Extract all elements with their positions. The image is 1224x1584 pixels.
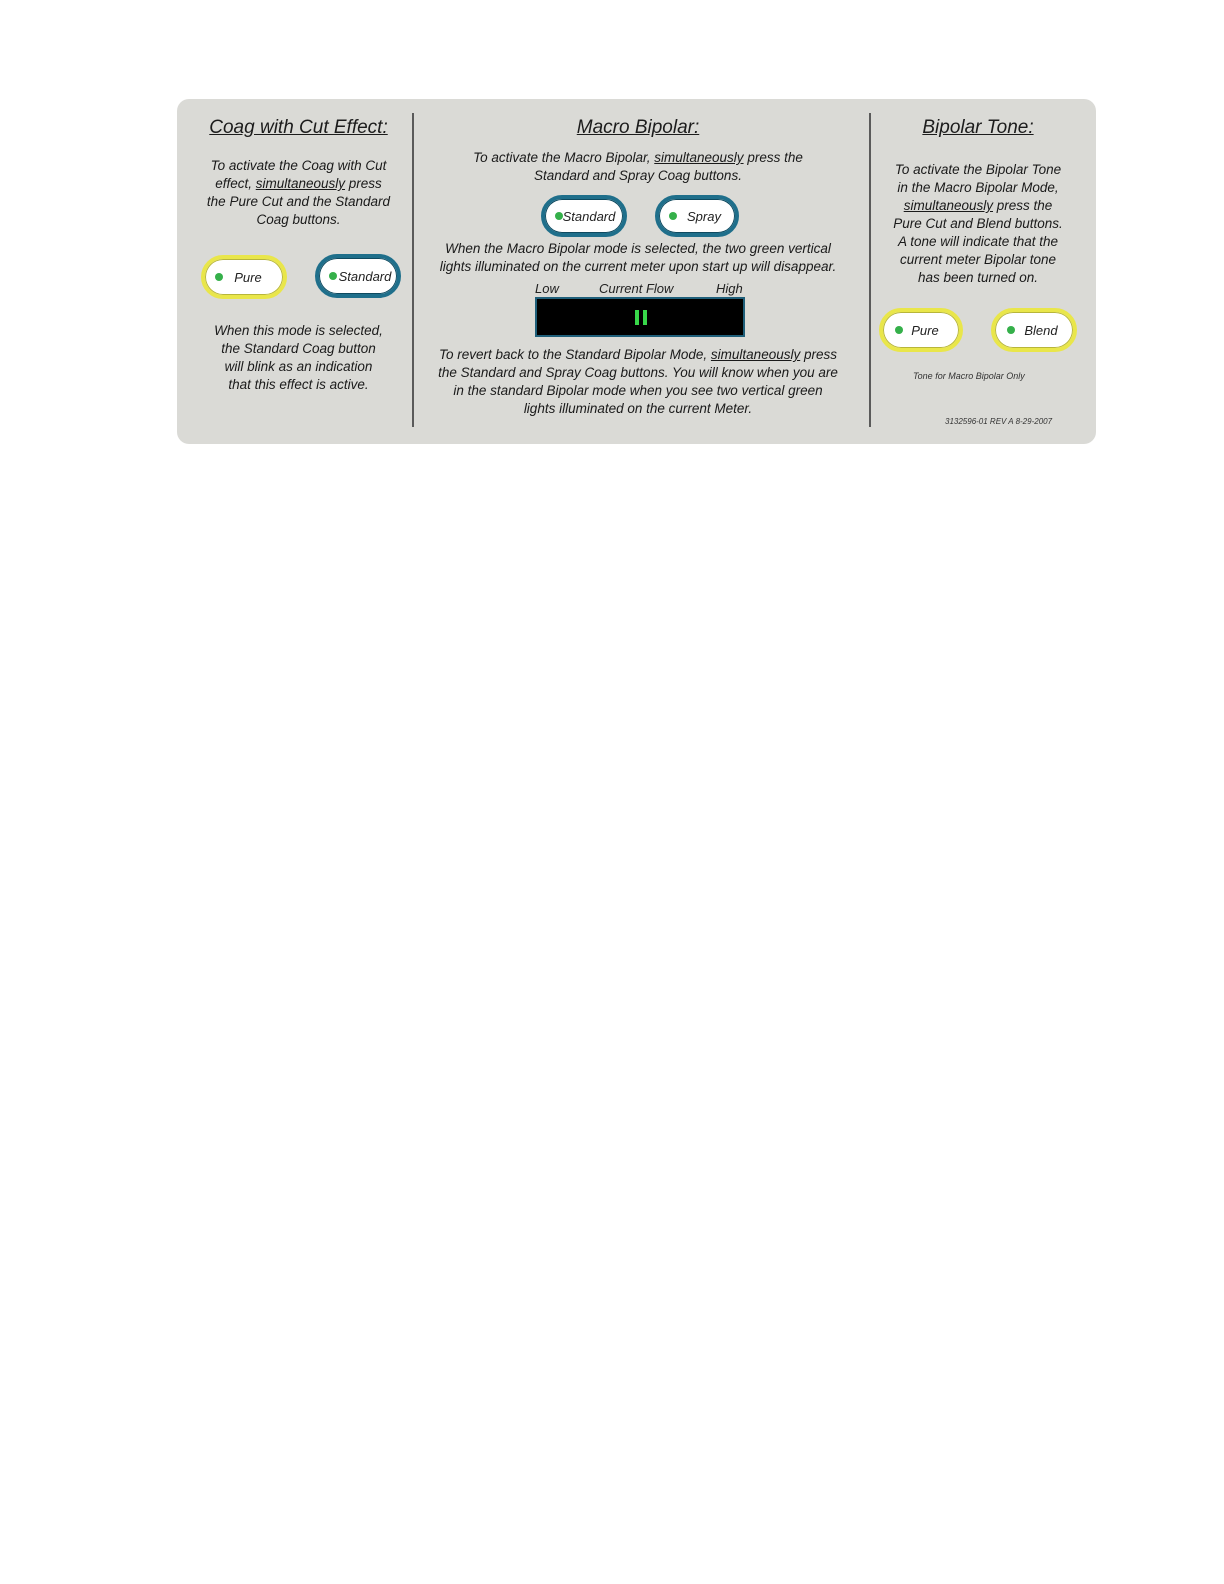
standard-button[interactable]: Standard	[541, 195, 627, 237]
revert-instructions: To revert back to the Standard Bipolar Mode, simultaneously press the Standard and Spray Coag buttons. You will know when you are in the standard Bipolar mode when you see two vertical green lights illuminated on the current Meter.	[438, 347, 838, 416]
instruction-label-panel	[177, 99, 1096, 444]
led-icon	[895, 326, 903, 334]
led-icon	[1007, 326, 1015, 334]
pure-button[interactable]: Pure	[879, 308, 963, 352]
blend-button[interactable]: Blend	[991, 308, 1077, 352]
section-instructions: To activate the Coag with Cut effect, simultaneously press the Pure Cut and the Standard Coag buttons.	[206, 158, 391, 227]
current-meter	[535, 297, 745, 337]
led-icon	[555, 212, 563, 220]
section-title: Coag with Cut Effect:	[209, 117, 388, 138]
column-divider	[869, 113, 871, 427]
led-icon	[215, 273, 223, 281]
column-divider	[412, 113, 414, 427]
led-icon	[669, 212, 677, 220]
part-number: 3132596-01 REV A 8-29-2007	[945, 417, 1053, 426]
pure-button[interactable]: Pure	[201, 255, 287, 299]
meter-low-label: Low	[535, 281, 559, 296]
tone-note: Tone for Macro Bipolar Only	[913, 371, 1025, 381]
spray-button[interactable]: Spray	[655, 195, 739, 237]
mode-note: When this mode is selected, the Standard Coag button will blink as an indication that this effect is active.	[214, 323, 383, 392]
led-icon	[329, 272, 337, 280]
section-title: Macro Bipolar:	[576, 117, 700, 138]
meter-high-label: High	[716, 281, 743, 296]
section-instructions: To activate the Macro Bipolar, simultaneously press the Standard and Spray Coag buttons.	[473, 150, 803, 183]
standard-button[interactable]: Standard	[315, 254, 401, 298]
section-title: Bipolar Tone:	[922, 117, 1034, 138]
mode-selected-note: When the Macro Bipolar mode is selected, the two green vertical lights illuminated on the current meter upon start up will disappear.	[439, 241, 837, 274]
section-instructions: To activate the Bipolar Tone in the Macro Bipolar Mode, simultaneously press the Pure Cut and Blend buttons. A tone will indicate that the current meter Bipolar tone has been turned on.	[893, 162, 1063, 285]
meter-light	[635, 310, 639, 325]
meter-light	[643, 310, 647, 325]
meter-title-label: Current Flow	[599, 281, 674, 296]
